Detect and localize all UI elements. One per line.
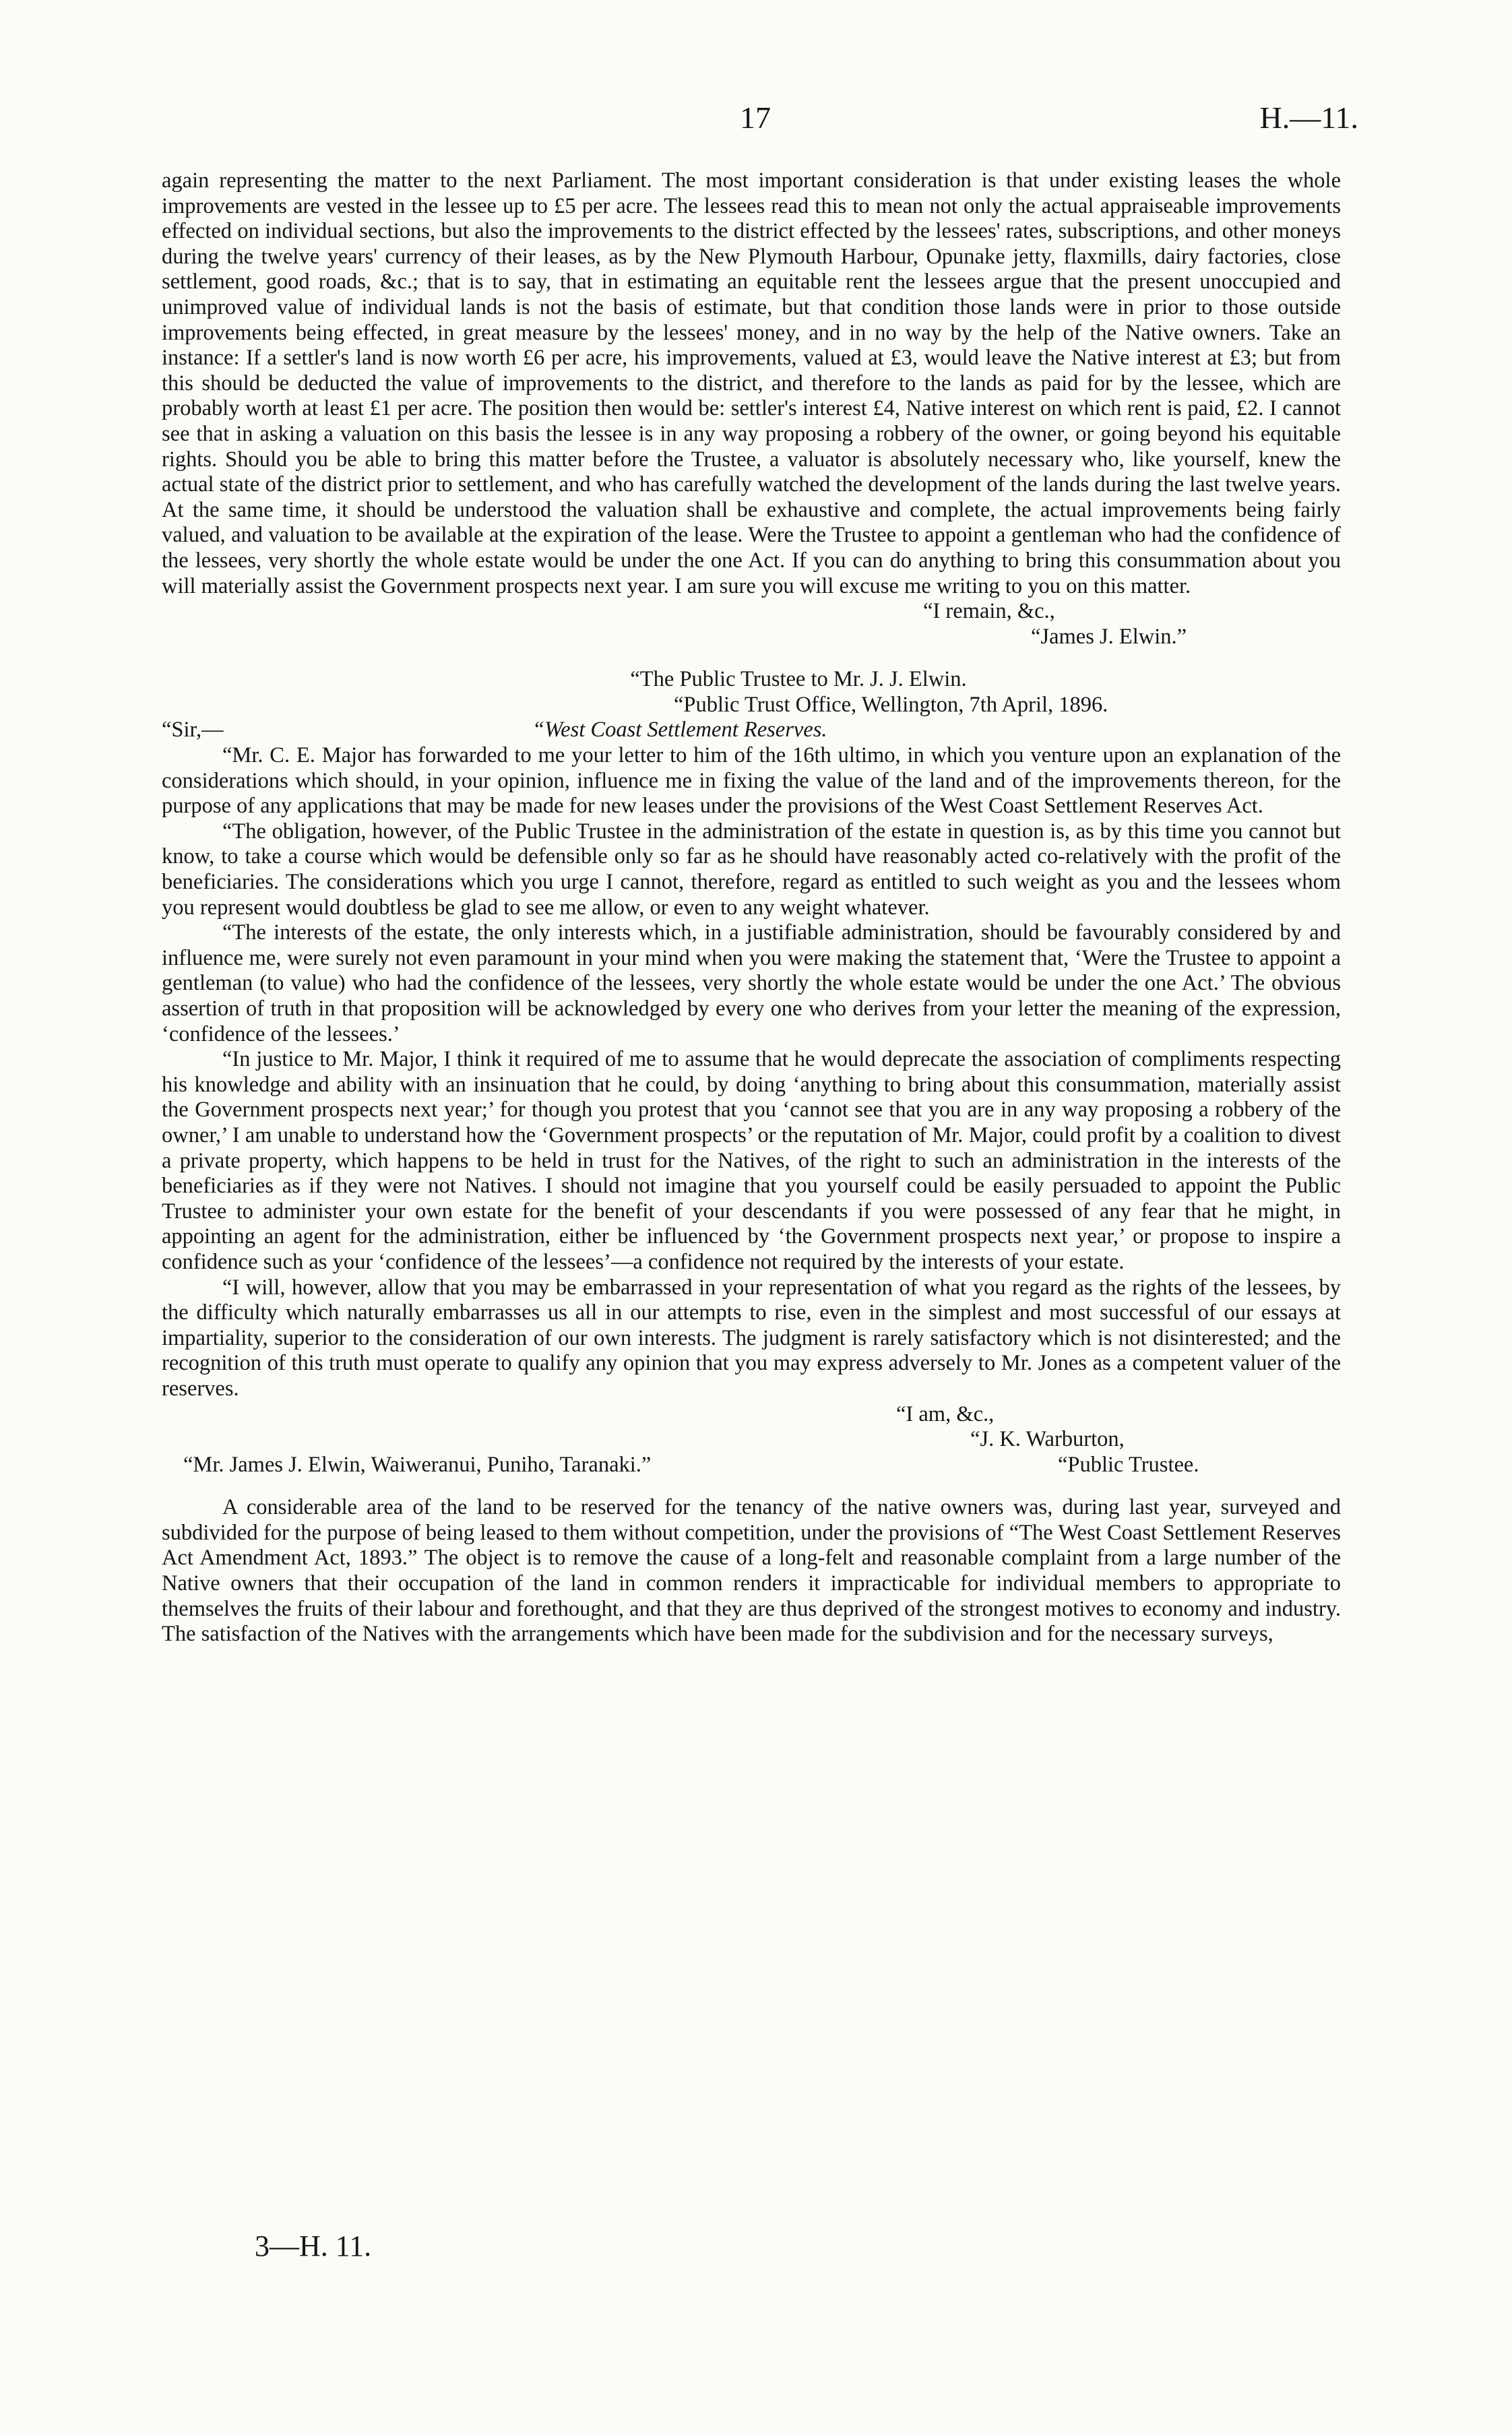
body-text	[162, 168, 1341, 1647]
page-number: 17	[740, 100, 771, 135]
letter2-closing: “I am, &c.,	[896, 1401, 995, 1426]
letter-paragraph: “The obligation, however, of the Public Trustee in the administration of the estate in question is, as by this time you cannot but know, to take a course which would be defensible only so far as he should have reasonably acted co-relatively with the profit of the beneficiaries. The considerations which you urge I cannot, therefore, regard as entitled to such weight as you and the lessees whom you represent would doubtless be glad to see me allow, or even to any weight whatever.	[162, 819, 1341, 920]
letter2-heading: “The Public Trustee to Mr. J. J. Elwin.	[630, 667, 967, 692]
page-footer-signature-mark: 3—H. 11.	[255, 2230, 372, 2263]
letter2-signature: “J. K. Warburton,	[970, 1427, 1125, 1452]
letter-paragraph: “I will, however, allow that you may be embarrassed in your representation of what you regard as the rights of the lessees, by the difficulty which naturally embarrasses us all in our attempts to rise, even in the simplest and most successful of our essays at impartiality, superior to the consideration of our own interests. The judgment is rarely satisfactory which is not disinterested; and the recognition of this truth must operate to qualify any opinion that you may express adversely to Mr. Jones as a competent valuer of the reserves.	[162, 1275, 1341, 1401]
signatory-title: “Public Trustee.	[1058, 1452, 1199, 1477]
document-reference: H.—11.	[1259, 100, 1358, 135]
letter-paragraph: “In justice to Mr. Major, I think it required of me to assume that he would deprecate the association of compliments respecting his knowledge and ability with an insinuation that he could, by doing ‘anything to bring about this consummation, materially assist the Government prospects next year;’ for though you protest that you ‘cannot see that you are in any way proposing a robbery of the owner,’ I am unable to understand how the ‘Government prospects’ or the reputation of Mr. Major, could profit by a coalition to divest a private property, which happens to be held in trust for the Natives, of the right to such an administration in the interests of the beneficiaries as if they were not Natives. I should not imagine that you yourself could be easily persuaded to appoint the Public Trustee to administer your own estate for the benefit of your descendants if you were possessed of any fear that he might, in appointing an agent for the administration, either be influenced by ‘the Government prospects next year,’ or propose to inspire a confidence such as your ‘confidence of the lessees’—a confidence not required by the interests of your estate.	[162, 1047, 1341, 1274]
continued-paragraph: again representing the matter to the next Parliament. The most important consideration is that under existing leases the whole improvements are vested in the lessee up to £5 per acre. The lessees read this to mean not only the actual appraiseable improvements effected on individual sections, but also the improvements to the district effected by the lessees' rates, subscriptions, and other moneys during the twelve years' currency of their leases, as by the New Plymouth Harbour, Opunake jetty, flaxmills, dairy factories, close settlement, good roads, &c.; that is to say, that in estimating an equitable rent the lessees argue that the present unoccupied and unimproved value of individual lands is not the basis of estimate, but that condition those lands were in prior to those outside improvements being effected, in great measure by the lessees' money, and in no way by the help of the Native owners. Take an instance: If a settler's land is now worth £6 per acre, his improvements, valued at £3, would leave the Native interest at £3; but from this should be deducted the value of improvements to the district, and therefore to the lands as paid for by the lessee, which are probably worth at least £1 per acre. The position then would be: settler's interest £4, Native interest on which rent is paid, £2. I cannot see that in asking a valuation on this basis the lessee is in any way proposing a robbery of the owner, or going beyond his equitable rights. Should you be able to bring this matter before the Trustee, a valuator is absolutely necessary who, like yourself, knew the actual state of the district prior to settlement, and who has carefully watched the development of the lands during the last twelve years. At the same time, it should be understood the valuation shall be exhaustive and complete, the actual improvements being fairly valued, and valuation to be available at the expiration of the lease. Were the Trustee to appoint a gentleman who had the confidence of the lessees, very shortly the whole estate would be under the one Act. If you can do anything to bring this consummation about you will materially assist the Government prospects next year. I am sure you will excuse me writing to you on this matter.	[162, 168, 1341, 598]
letter-paragraph: “Mr. C. E. Major has forwarded to me your letter to him of the 16th ultimo, in which you venture upon an explanation of the considerations which should, in your opinion, influence me in fixing the value of the land and of the improvements thereon, for the purpose of any applications that may be made for new leases under the provisions of the West Coast Settlement Reserves Act.	[162, 743, 1341, 819]
salutation-row	[162, 718, 1341, 743]
salutation: “Sir,—	[162, 718, 224, 742]
page-header	[0, 80, 1512, 140]
letter1-closing: “I remain, &c.,	[923, 599, 1055, 624]
recipient-address: “Mr. James J. Elwin, Waiweranui, Puniho, Taranaki.”	[183, 1452, 652, 1477]
letter-subject: “West Coast Settlement Reserves.	[532, 718, 827, 742]
letter-paragraph: “The interests of the estate, the only interests which, in a justifiable administration, should be favourably considered by and influence me, were surely not even paramount in your mind when you were making the statement that, ‘Were the Trustee to appoint a gentleman (to value) who had the confidence of the lessees, very shortly the whole estate would be under the one Act.’ The obvious assertion of truth in that proposition will be acknowledged by every one who derives from your letter the meaning of the expression, ‘confidence of the lessees.’	[162, 920, 1341, 1046]
address-row	[162, 1453, 1341, 1478]
letter2-office-date: “Public Trust Office, Wellington, 7th April, 1896.	[674, 692, 1108, 717]
body-paragraph: A considerable area of the land to be reserved for the tenancy of the native owners was, during last year, surveyed and subdivided for the purpose of being leased to them without competition, under the provisions of “The West Coast Settlement Reserves Act Amendment Act, 1893.” The object is to remove the cause of a long-felt and reasonable complaint from a large number of the Native owners that their occupation of the land in common renders it impracticable for individual members to appropriate to themselves the fruits of their labour and forethought, and that they are thus deprived of the strongest motives to economy and industry. The satisfaction of the Natives with the arrangements which have been made for the subdivision and for the necessary surveys,	[162, 1495, 1341, 1647]
letter1-signature: “James J. Elwin.”	[1031, 624, 1187, 649]
